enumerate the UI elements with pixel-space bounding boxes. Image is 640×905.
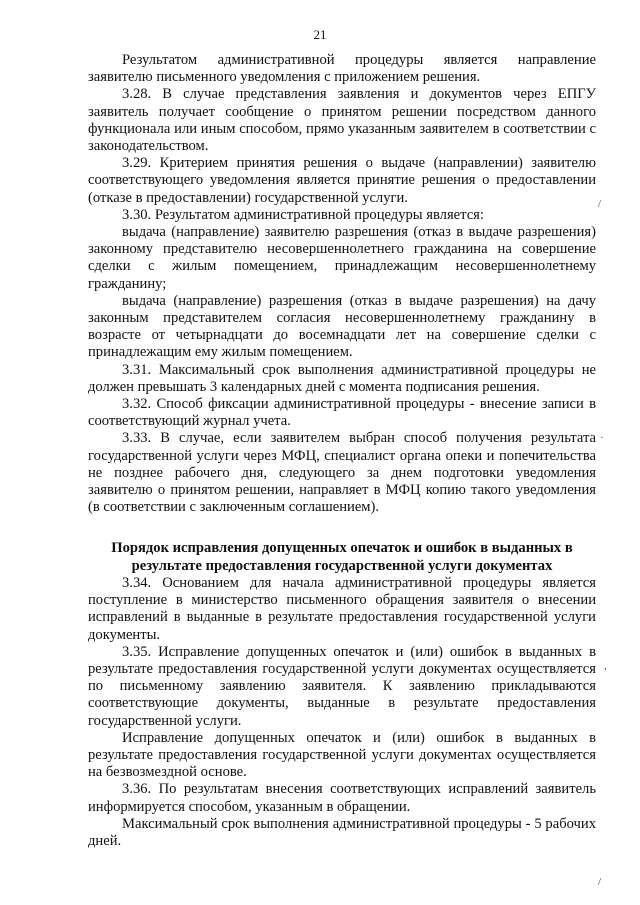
paragraph-3-35-cont: Исправление допущенных опечаток и (или) ошибок в выданных в результате предоставления государственной услуги документах осуществляется на безвозмездной основе. — [88, 729, 596, 781]
scan-mark: / — [598, 876, 602, 888]
paragraph-3-34: 3.34. Основанием для начала административной процедуры является поступление в министерство письменного обращения заявителя о внесении исправлений в выданные в результате предоставления государственной услуги документы. — [88, 574, 596, 643]
paragraph-result: Результатом административной процедуры является направление заявителю письменного уведомления с приложением решения. — [88, 52, 596, 86]
scan-mark: / — [598, 198, 602, 210]
paragraph-3-35: 3.35. Исправление допущенных опечаток и (или) ошибок в выданных в результате предоставления государственной услуги документах осуществляется по письменному заявлению заявителя. К заявлению прикладываются соответствующие документы, выданные в результате предоставления государственной услуги. — [88, 643, 596, 729]
scan-mark: · — [600, 432, 604, 444]
paragraph-3-36: 3.36. По результатам внесения соответствующих исправлений заявитель информируется способом, указанным в обращении. — [88, 781, 596, 815]
paragraph-3-30: 3.30. Результатом административной процедуры является: — [122, 206, 484, 223]
paragraph-deadline: Максимальный срок выполнения административной процедуры - 5 рабочих дней. — [88, 815, 596, 849]
paragraph-3-32: 3.32. Способ фиксации административной процедуры - внесение записи в соответствующий журнал учета. — [88, 396, 596, 430]
document-body — [88, 52, 596, 850]
section-heading: Порядок исправления допущенных опечаток и ошибок в выданных в результате предоставления государственной услуги документах — [111, 540, 573, 574]
paragraph-3-30-item-2: выдача (направление) разрешения (отказ в выдаче разрешения) на дачу законным представителем согласия несовершеннолетнему гражданину в возрасте от четырнадцати до восемнадцати лет на совершение сделки с принадлежащим ему жилым помещением. — [88, 292, 596, 361]
paragraph-3-30-item-1: выдача (направление) заявителю разрешения (отказ в выдаче разрешения) законному представителю несовершеннолетнего гражданина на совершение сделки с жилым помещением, принадлежащим несовершеннолетнему гражданину; — [88, 224, 596, 292]
page-number: 21 — [313, 27, 327, 42]
paragraph-3-33: 3.33. В случае, если заявителем выбран способ получения результата государственной услуги через МФЦ, специалист органа опеки и попечительства не позднее рабочего дня, следующего за днем подготовки уведомления заявителю о принятом решении, направляет в МФЦ копию такого уведомления (в соответствии с заключенным соглашением). — [88, 430, 596, 516]
paragraph-3-31: 3.31. Максимальный срок выполнения административной процедуры не должен превышать 3 календарных дней с момента подписания решения. — [88, 361, 596, 395]
paragraph-3-28: 3.28. В случае представления заявления и документов через ЕПГУ заявитель получает сообщение о принятом решении посредством данного функционала или иным способом, прямо указанным заявителем в соответствии с законодательством. — [88, 86, 596, 155]
paragraph-3-29: 3.29. Критерием принятия решения о выдаче (направлении) заявителю соответствующего уведомления является принятие решения о предоставлении (отказе в предоставлении) государственной услуги. — [88, 155, 596, 206]
scan-mark: , — [604, 660, 607, 672]
